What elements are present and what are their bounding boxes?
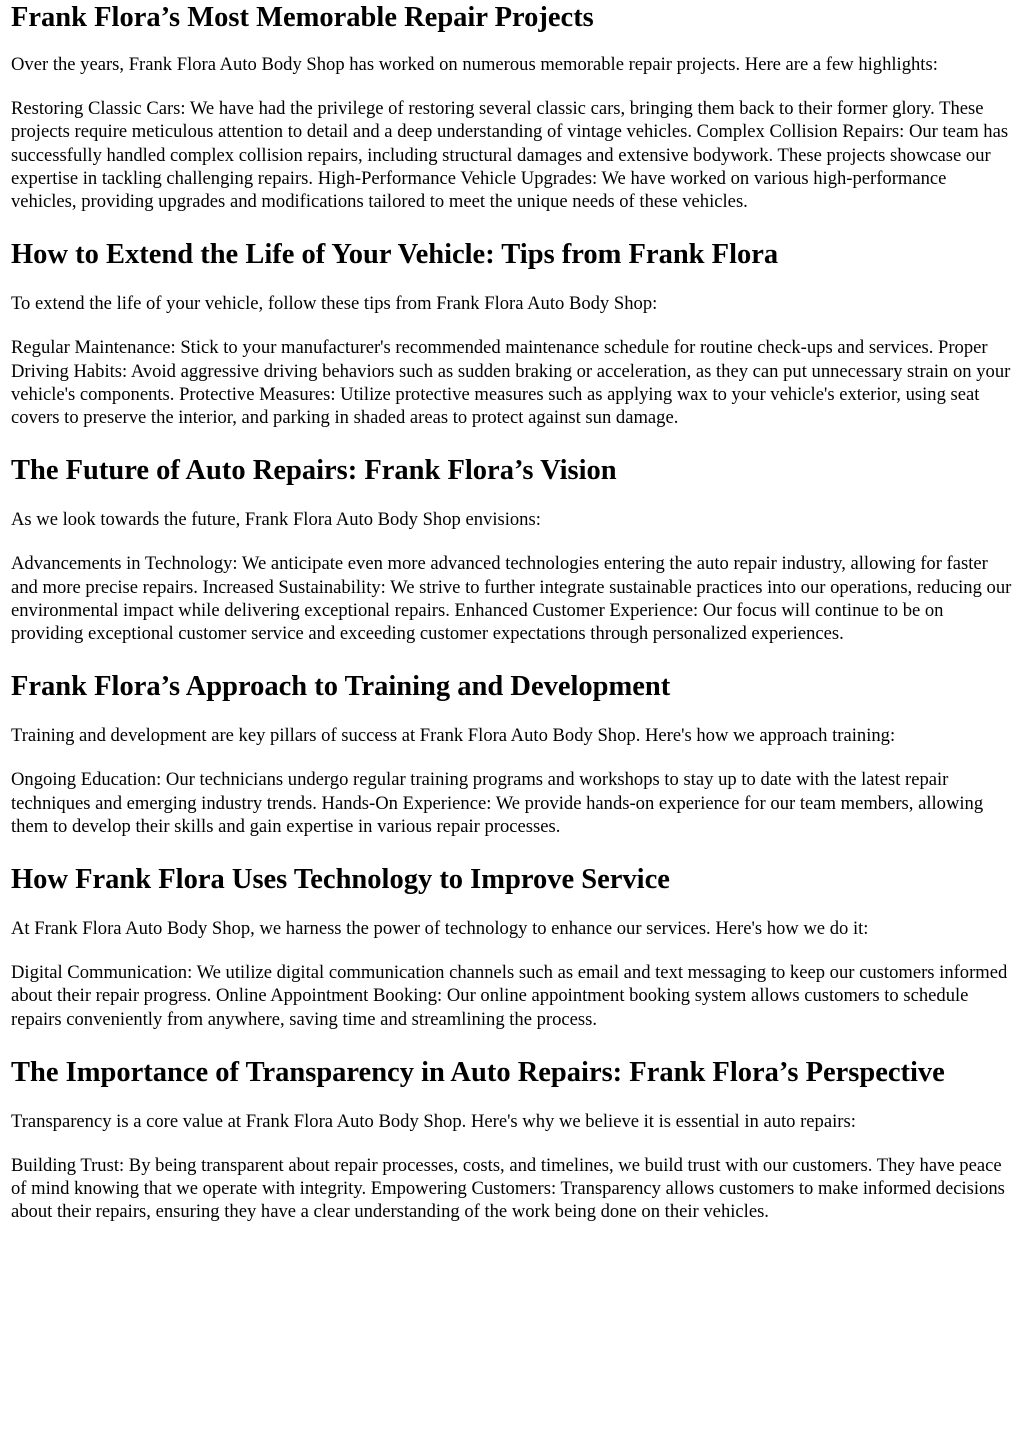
section-intro: As we look towards the future, Frank Flora Auto Body Shop envisions: [11, 509, 541, 531]
section-body: Regular Maintenance: Stick to your manufacturer's recommended maintenance schedule for routine check-ups and services. Proper Driving Habits: Avoid aggressive driving behaviors such as sudden braking or acceleration, as they can put unnecessary strain on your vehicle's components. Protective Measures: Utilize protective measures such as applying wax to your vehicle's exterior, using seat covers to preserve the interior, and parking in shaded areas to protect against sun damage. [11, 337, 1011, 429]
section-intro: To extend the life of your vehicle, follow these tips from Frank Flora Auto Body Shop: [11, 293, 658, 315]
section-intro: Training and development are key pillars of success at Frank Flora Auto Body Shop. Here's how we approach training: [11, 725, 896, 747]
section-body: Building Trust: By being transparent about repair processes, costs, and timelines, we build trust with our customers. They have peace of mind knowing that we operate with integrity. Empowering Customers: Transparency allows customers to make informed decisions about their repairs, ensuring they have a clear understanding of the work being done on their vehicles. [11, 1155, 1005, 1223]
section-training-development [11, 669, 1014, 838]
section-extend-vehicle-life [11, 237, 1014, 429]
section-body: Digital Communication: We utilize digital communication channels such as email and text messaging to keep our customers informed about their repair progress. Online Appointment Booking: Our online appointment booking system allows customers to schedule repairs conveniently from anywhere, saving time and streamlining the process. [11, 962, 1008, 1030]
section-body: Ongoing Education: Our technicians undergo regular training programs and workshops to stay up to date with the latest repair techniques and emerging industry trends. Hands-On Experience: We provide hands-on experience for our team members, allowing them to develop their skills and gain expertise in various repair processes. [11, 769, 984, 837]
section-heading: Frank Flora’s Most Memorable Repair Projects [11, 2, 594, 33]
section-intro: At Frank Flora Auto Body Shop, we harness the power of technology to enhance our services. Here's how we do it: [11, 918, 869, 940]
section-intro: Transparency is a core value at Frank Flora Auto Body Shop. Here's why we believe it is essential in auto repairs: [11, 1110, 856, 1132]
section-future-vision [11, 453, 1014, 645]
section-heading: The Importance of Transparency in Auto Repairs: Frank Flora’s Perspective [11, 1056, 945, 1088]
section-technology-service [11, 862, 1014, 1031]
section-body: Restoring Classic Cars: We have had the privilege of restoring several classic cars, bringing them back to their former glory. These projects require meticulous attention to detail and a deep understanding of vintage vehicles. Complex Collision Repairs: Our team has successfully handled complex collision repairs, including structural damages and extensive bodywork. These projects showcase our expertise in tackling challenging repairs. High-Performance Vehicle Upgrades: We have worked on various high-performance vehicles, providing upgrades and modifications tailored to meet the unique needs of these vehicles. [11, 98, 1009, 213]
section-heading: The Future of Auto Repairs: Frank Flora’s Vision [11, 455, 617, 487]
section-memorable-projects [11, 0, 1014, 213]
section-transparency [11, 1055, 1014, 1224]
section-intro: Over the years, Frank Flora Auto Body Shop has worked on numerous memorable repair projects. Here are a few highlights: [11, 54, 938, 75]
section-body: Advancements in Technology: We anticipate even more advanced technologies entering the auto repair industry, allowing for faster and more precise repairs. Increased Sustainability: We strive to further integrate sustainable practices into our operations, reducing our environmental impact while delivering exceptional repairs. Enhanced Customer Experience: Our focus will continue to be on providing exceptional customer service and exceeding customer expectations through personalized experiences. [11, 553, 1012, 645]
section-heading: How Frank Flora Uses Technology to Improve Service [11, 864, 670, 896]
section-heading: Frank Flora’s Approach to Training and Development [11, 671, 671, 703]
section-heading: How to Extend the Life of Your Vehicle: Tips from Frank Flora [11, 239, 779, 271]
